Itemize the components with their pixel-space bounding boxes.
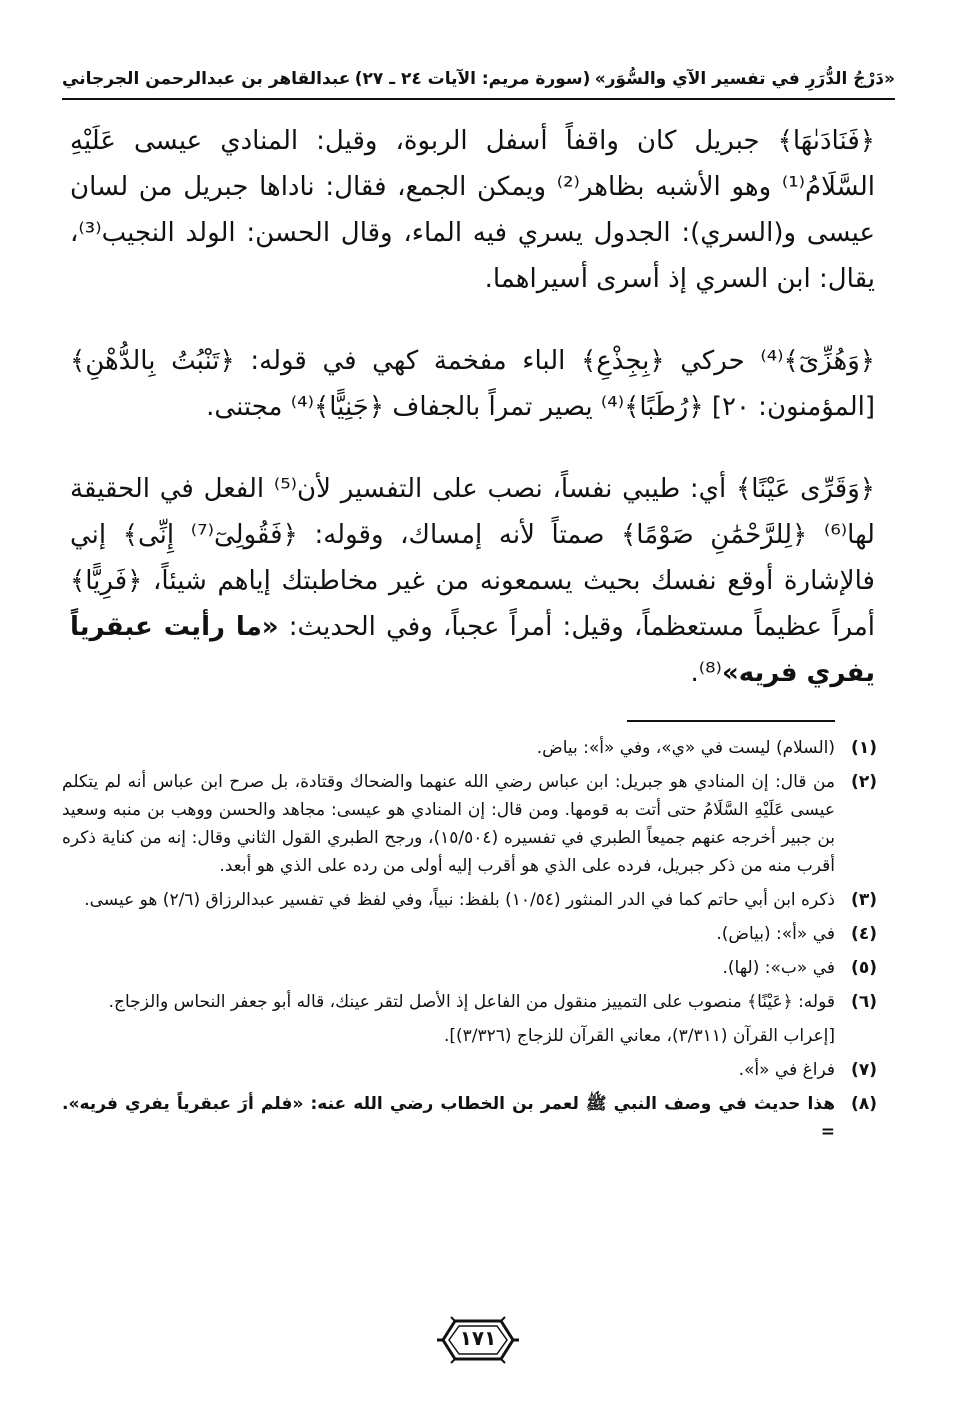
footnote-item (62, 1056, 877, 1084)
header-divider (62, 98, 895, 100)
footnote-text: هذا حديث في وصف النبي ﷺ لعمر بن الخطاب رضي الله عنه: «فلم أرَ عبقرياً يفري فريه». = (62, 1094, 835, 1142)
paragraph-3-end: ⁽⁸⁾. (690, 658, 722, 688)
footnote-text: فراغ في «أ». (738, 1060, 835, 1080)
paragraph-1: ﴿فَنَادَىٰهَا﴾ جبريل كان واقفاً أسفل الربوة، وقيل: المنادي عيسى عَلَيْهِ السَّلَامُ⁽¹⁾ وهو الأشبه بظاهر⁽²⁾ ويمكن الجمع، فقال: ناداها جبريل من لسان عيسى و(السري): الجدول يسري فيه الماء، وقال الحسن: الولد النجيب⁽³⁾، يقال: ابن السري إذ أسرى أسيراهما. (70, 126, 875, 294)
page-number-ornament (433, 1315, 523, 1365)
footnote-text: ذكره ابن أبي حاتم كما في الدر المنثور (١٠/٥٤) بلفظ: نبياً، وفي لفظ في تفسير عبدالرزاق (٢/٦) هو عيسى. (84, 890, 835, 910)
footnote-item (62, 920, 877, 948)
footnote-item (62, 734, 877, 762)
footnote-number: (٢) (851, 772, 877, 792)
footnote-item (62, 988, 877, 1016)
footnote-item (62, 954, 877, 982)
footnote-number: (٥) (851, 958, 877, 978)
running-header (62, 62, 895, 96)
footnote-number: (٦) (851, 992, 877, 1012)
footnote-number: (١) (851, 738, 877, 758)
paragraph-2: ﴿وَهُزِّىٓ﴾⁽⁴⁾ حركي ﴿بِجِذْعِ﴾ الباء مفخمة كهي في قوله: ﴿تَنْبُتُ بِالدُّهْنِ﴾ [المؤمنون: ٢٠] ﴿رُطَبًا﴾⁽⁴⁾ يصير تمراً بالجفاف ﴿جَنِيًّا﴾⁽⁴⁾ مجتنى. (70, 346, 875, 422)
footnote-number: (٤) (851, 924, 877, 944)
page-number: ١٧١ (459, 1326, 497, 1350)
footnote-number: (٧) (851, 1060, 877, 1080)
footnote-item (62, 1090, 877, 1146)
paragraph-3 (70, 466, 875, 696)
footnote-text: قوله: ﴿عَيْنًا﴾ منصوب على التمييز منقول من الفاعل إذ الأصل لتقر عينك، قاله أبو جعفر النحاس والزجاج. (108, 992, 835, 1012)
main-text (70, 118, 875, 732)
footnote-item (62, 768, 877, 880)
footnotes (62, 734, 877, 1152)
footnote-number: (٨) (851, 1094, 877, 1114)
footnote-text: في «ب»: (لها). (722, 958, 835, 978)
hadith-quote: «ما رأيت عبقرياً يفري فريه» (70, 612, 875, 688)
footnote-source: [إعراب القرآن (٣/٣١١)، معاني القرآن للزجاج (٣/٣٢٦)]. (443, 1026, 835, 1046)
footnote-text: من قال: إن المنادي هو جبريل: ابن عباس رضي الله عنهما والضحاك وقتادة، بل صرح ابن عباس أنه لم يتكلم عيسى عَلَيْهِ السَّلَامُ حتى أتت به قومها. ومن قال: إن المنادي هو عيسى: مجاهد والحسن ووهب بن منبه وسعيد بن جبير أخرجه عنهم جميعاً الطبري في تفسيره (١٥/٥٠٤)، ورجح الطبري القول الثاني وقال: إنه من كناية ذكره أقرب منه من ذكر جبريل، فرده على الذي هو أقرب إليه أولى من رده على الذي هو أبعد. (62, 772, 836, 876)
paragraph-3-text: ﴿وَقَرِّى عَيْنًا﴾ أي: طيبي نفساً، نصب على التفسير لأن⁽⁵⁾ الفعل في الحقيقة لها⁽⁶⁾ ﴿لِلرَّحْمَٰنِ صَوْمًا﴾ صمتاً لأنه إمساك، وقوله: ﴿فَقُولِىٓ⁽⁷⁾ إِنِّى﴾ إني فالإشارة أوقع نفسك بحيث يسمعونه من غير مخاطبتك إياهم شيئاً، ﴿فَرِيًّا﴾ أمراً عظيماً مستعظماً، وقيل: أمراً عجباً، وفي الحديث: (70, 474, 875, 642)
footnote-text: (السلام) ليست في «ي»، وفي «أ»: بياض. (536, 738, 835, 758)
footnote-item (62, 886, 877, 914)
book-title: «دَرْجُ الدُّرَرِ في تفسير الآي والسُّوَر» (594, 69, 895, 89)
author-name: عبدالقاهر بن عبدالرحمن الجرجاني (62, 69, 351, 89)
surah-reference: (سورة مريم: الآيات ٢٤ ـ ٢٧) (354, 69, 591, 89)
footnote-divider (627, 720, 835, 722)
footnote-number: (٣) (851, 890, 877, 910)
footnote-text: في «أ»: (بياض). (716, 924, 835, 944)
